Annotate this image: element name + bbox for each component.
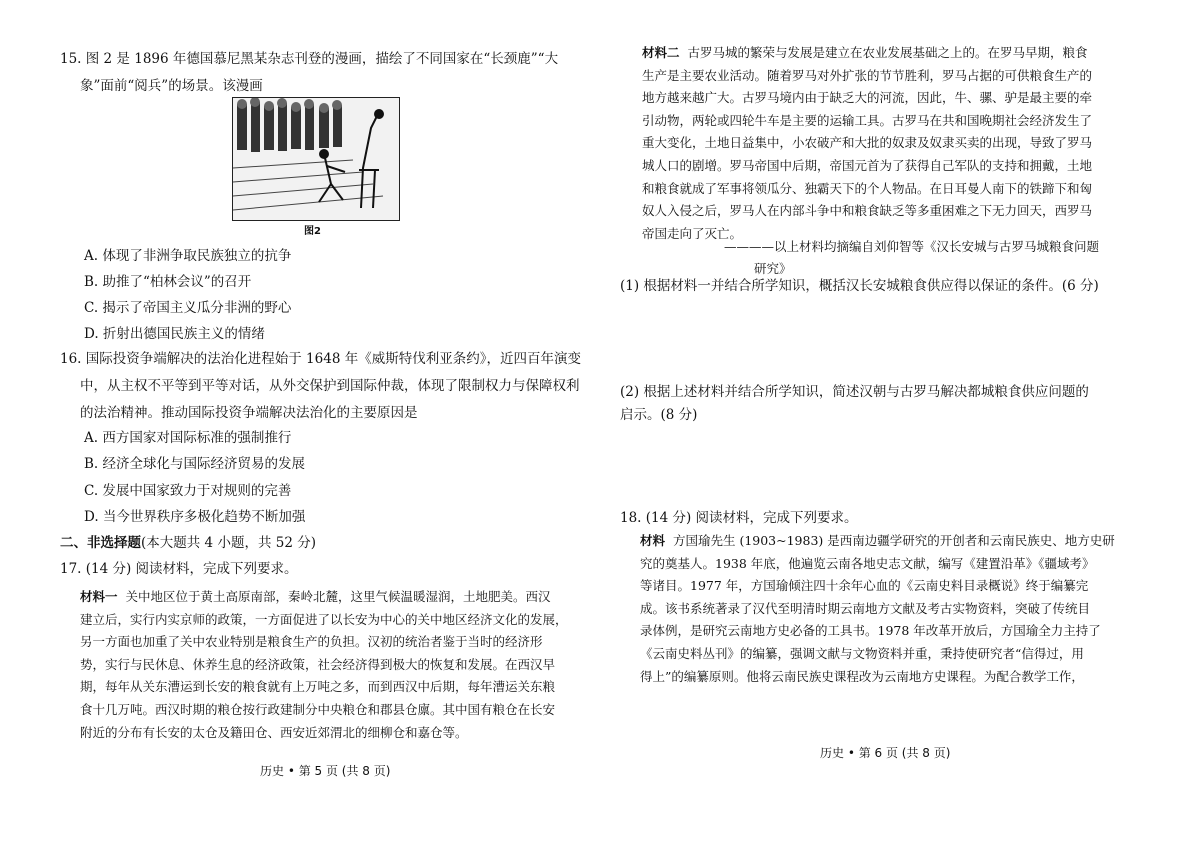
q17-part-2-line-1: (2) 根据上述材料并结合所学知识，简述汉朝与古罗马解决都城粮食供应问题的	[620, 384, 1089, 400]
question-16-line-2: 中，从主权不平等到平等对话，从外交保护到国际仲裁，体现了限制权力与保障权利	[80, 378, 580, 394]
q16-option-d: D. 当今世界秩序多极化趋势不断加强	[84, 509, 306, 525]
material-1-line-7: 附近的分布有长安的太仓及籍田仓、西安近郊渭北的细柳仓和嘉仓等。	[80, 724, 468, 740]
question-16-line-3: 的法治精神。推动国际投资争端解决法治化的主要原因是	[80, 405, 418, 421]
q18-material	[640, 530, 1115, 688]
material-1-line-3: 另一方面也加重了关中农业特别是粮食生产的负担。汉初的统治者鉴于当时的经济形	[80, 634, 543, 650]
right-column	[620, 0, 1140, 848]
q17-material-1	[80, 586, 568, 744]
material-2-line-5: 重大变化，土地日益集中，小农破产和大批的奴隶及奴隶买卖的出现，导致了罗马	[642, 135, 1093, 151]
q16-option-a: A. 西方国家对国际标准的强制推行	[84, 430, 292, 446]
q17-material-2	[642, 42, 1092, 245]
q17-part-2-line-2: 启示。(8 分)	[620, 407, 698, 423]
material-2-line-9: 帝国走向了灭亡。	[642, 225, 743, 241]
page-footer-left: 历史 • 第 5 页 (共 8 页)	[260, 764, 391, 778]
q18-material-line-1: 方国瑜先生 (1903~1983) 是西南边疆学研究的开创者和云南民族史、地方史研	[672, 533, 1115, 548]
material-2-label: 材料二	[642, 45, 680, 60]
question-15-line-2: 象”面前“阅兵”的场景。该漫画	[80, 78, 263, 94]
source-attribution-line-2: 研究》	[754, 261, 792, 276]
q18-material-line-3: 等诸目。1977 年，方国瑜倾注四十余年心血的《云南史料目录概说》终于编纂完	[640, 578, 1089, 594]
q15-option-a: A. 体现了非洲争取民族独立的抗争	[84, 248, 292, 264]
material-2-line-2: 生产是主要农业活动。随着罗马对外扩张的节节胜利，罗马占据的可供粮食生产的	[642, 67, 1093, 83]
question-17-title: 17. (14 分) 阅读材料，完成下列要求。	[60, 561, 298, 577]
material-1-line-4: 势，实行与民休息、休养生息的经济政策，社会经济得到极大的恢复和发展。在西汉早	[80, 656, 556, 672]
q15-option-d: D. 折射出德国民族主义的情绪	[84, 326, 265, 342]
cartoon-drawing	[233, 98, 399, 220]
material-2-line-7: 和粮食就成了军事将领瓜分、独霸天下的个人物品。在日耳曼人南下的铁蹄下和匈	[642, 180, 1093, 196]
material-1-line-2: 建立后，实行内实京师的政策，一方面促进了以长安为中心的关中地区经济文化的发展，	[80, 611, 568, 627]
q18-material-line-5: 录体例，是研究云南地方史必备的工具书。1978 年改革开放后，方国瑜全力主持了	[640, 623, 1101, 639]
section-title: 二、非选择题	[60, 535, 141, 551]
q15-option-c: C. 揭示了帝国主义瓜分非洲的野心	[84, 300, 292, 316]
q16-option-c: C. 发展中国家致力于对规则的完善	[84, 483, 292, 499]
section-note: (本大题共 4 小题，共 52 分)	[141, 535, 316, 551]
question-18-title: 18. (14 分) 阅读材料，完成下列要求。	[620, 510, 858, 526]
q18-material-line-2: 究的奠基人。1938 年底，他遍览云南各地史志文献，编写《建置沿革》《疆域考》	[640, 555, 1095, 571]
page-footer-right: 历史 • 第 6 页 (共 8 页)	[820, 746, 951, 760]
source-attribution-line-1: ————以上材料均摘编自刘仰智等《汉长安城与古罗马城粮食问题	[724, 239, 1100, 254]
material-2-line-8: 奴人入侵之后，罗马人在内部斗争中和粮食缺乏等多重困难之下无力回天，西罗马	[642, 203, 1093, 219]
question-15	[60, 46, 558, 100]
cartoon-illustration	[232, 97, 400, 221]
material-2-line-4: 引动物，两轮或四轮牛车是主要的运输工具。古罗马在共和国晚期社会经济发生了	[642, 112, 1093, 128]
material-2-line-6: 城人口的剧增。罗马帝国中后期，帝国元首为了获得自己军队的支持和拥戴，土地	[642, 157, 1093, 173]
q18-material-line-6: 《云南史料丛刊》的编纂，强调文献与文物资料并重，秉持使研究者“信得过，用	[640, 645, 1084, 661]
q17-part-1: (1) 根据材料一并结合所学知识，概括汉长安城粮食供应得以保证的条件。(6 分)	[620, 278, 1099, 294]
section-heading	[60, 533, 316, 553]
question-16	[60, 346, 581, 427]
material-1-line-5: 期，每年从关东漕运到长安的粮食就有上万吨之多，而到西汉中后期，每年漕运关东粮	[80, 679, 556, 695]
q18-material-line-7: 得上”的编纂原则。他将云南民族史课程改为云南地方史课程。为配合教学工作，	[640, 668, 1084, 684]
material-1-line-6: 食十几万吨。西汉时期的粮仓按行政建制分中央粮仓和郡县仓廪。其中国有粮仓在长安	[80, 701, 556, 717]
material-1-label: 材料一	[80, 589, 118, 604]
material-1-line-1: 关中地区位于黄土高原南部，秦岭北麓，这里气候温暖湿润，土地肥美。西汉	[125, 589, 551, 604]
question-16-line-1: 16. 国际投资争端解决的法治化进程始于 1648 年《威斯特伐利亚条约》，近四百年演变	[60, 351, 581, 367]
q15-option-b: B. 助推了“柏林会议”的召开	[84, 274, 252, 290]
material-2-line-3: 地方越来越广大。古罗马境内由于缺乏大的河流，因此，牛、骡、驴是最主要的牵	[642, 90, 1093, 106]
q18-material-line-4: 成。该书系统著录了汉代至明清时期云南地方文献及考古实物资料，突破了传统目	[640, 600, 1091, 616]
figure-caption: 图2	[304, 226, 321, 237]
q16-option-b: B. 经济全球化与国际经济贸易的发展	[84, 456, 306, 472]
question-15-line-1: 15. 图 2 是 1896 年德国慕尼黑某杂志刊登的漫画，描绘了不同国家在“长颈鹿”“大	[60, 51, 559, 67]
q18-material-label: 材料	[640, 533, 666, 548]
material-2-line-1: 古罗马城的繁荣与发展是建立在农业发展基础之上的。在罗马早期，粮食	[687, 45, 1088, 60]
left-column	[60, 0, 580, 848]
